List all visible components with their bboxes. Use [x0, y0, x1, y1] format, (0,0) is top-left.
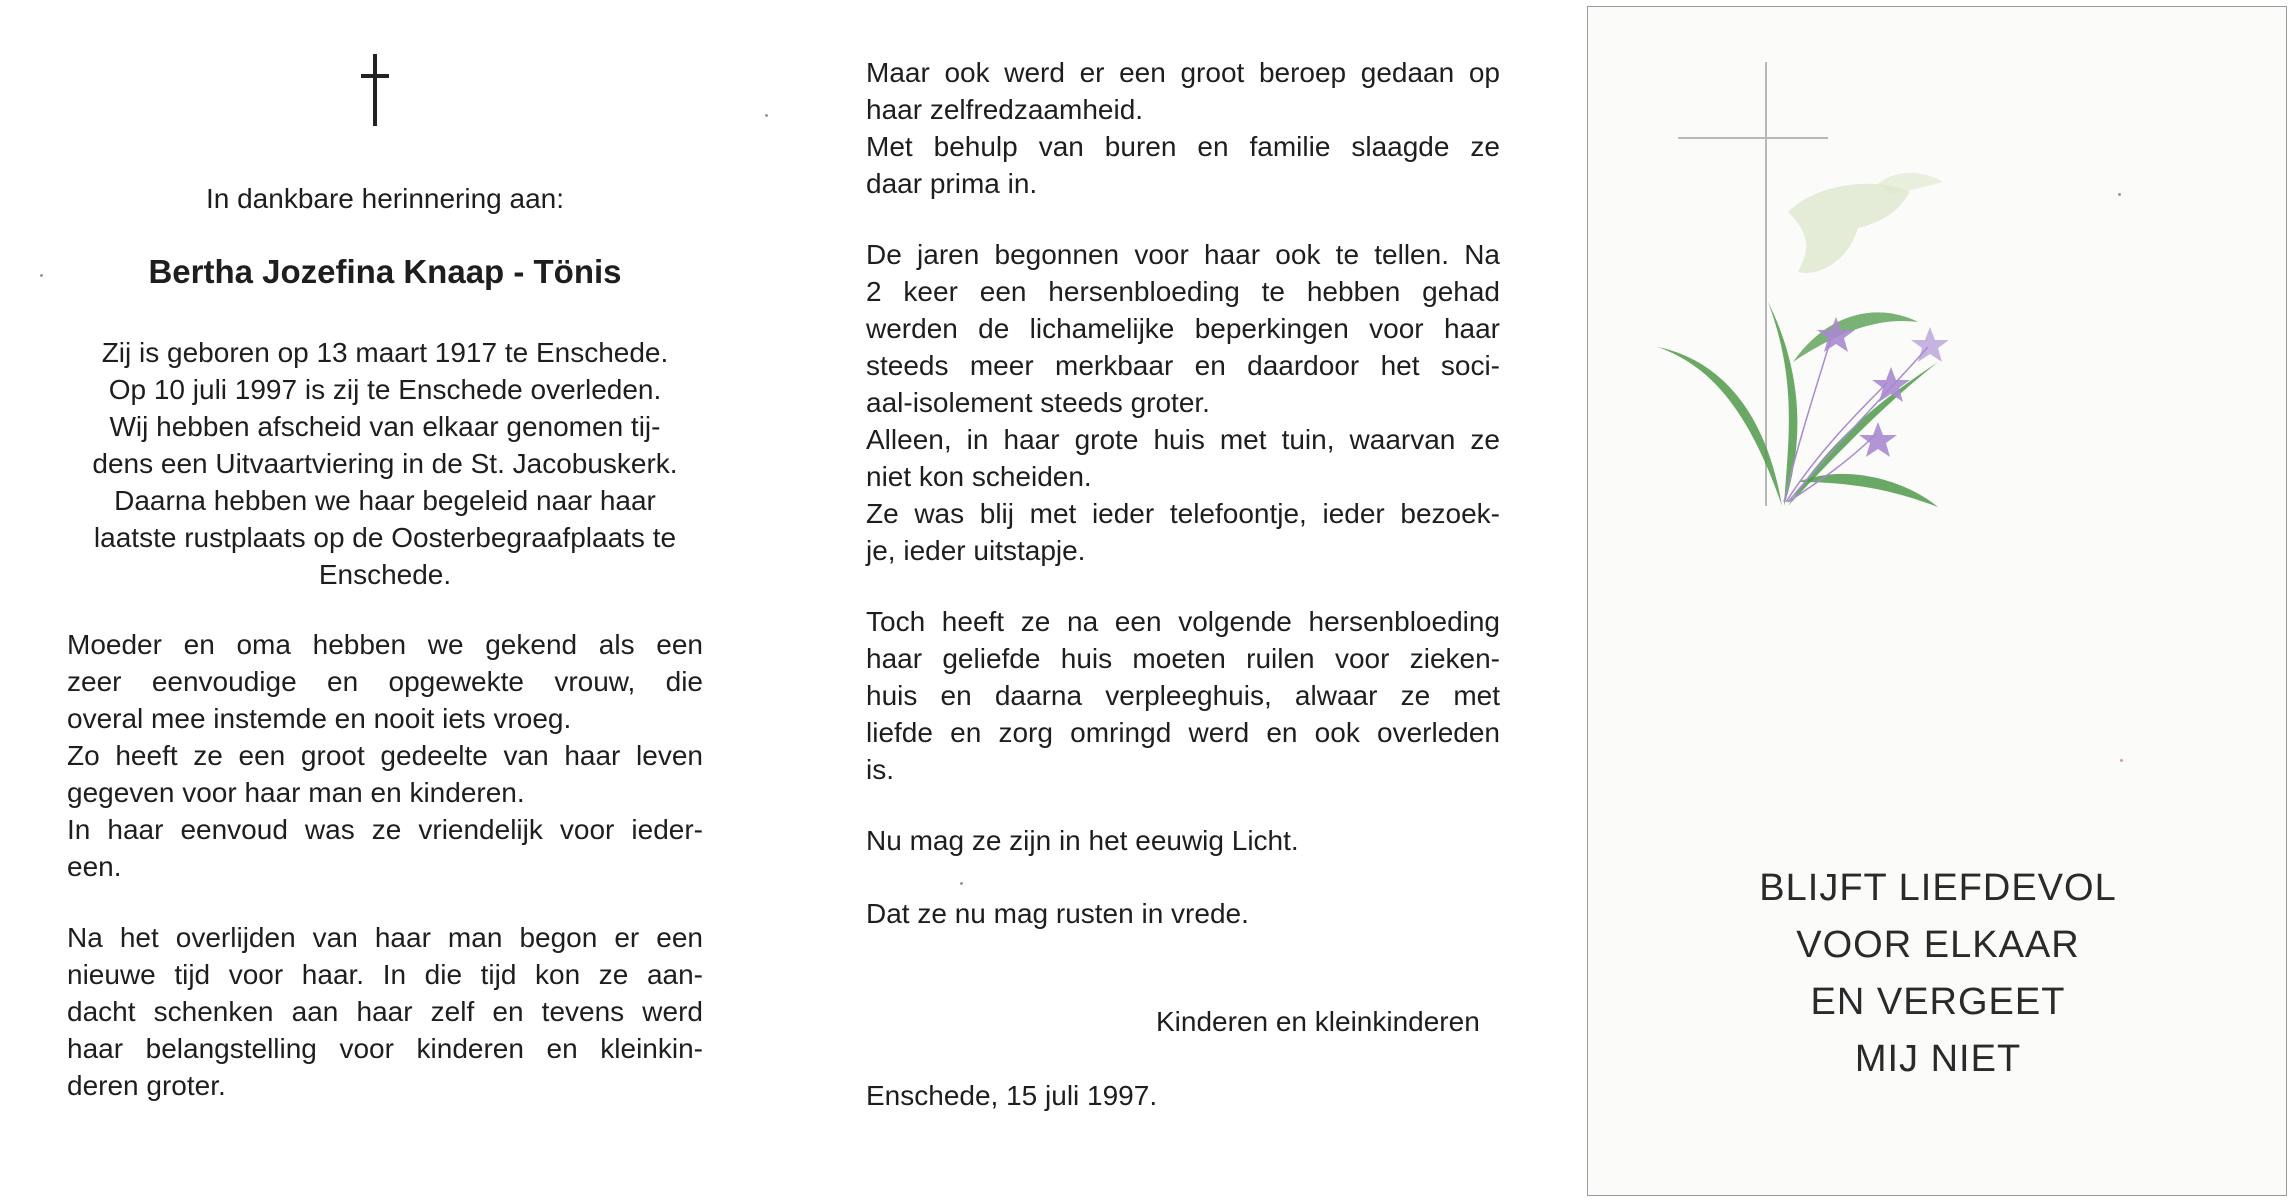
- paragraph-line: overal mee instemde en nooit iets vroeg.: [67, 703, 572, 734]
- birth-line: Zij is geboren op 13 maart 1917 te Enschede.: [101, 337, 669, 368]
- paragraph-line: haar geliefde huis moeten ruilen voor zieken-: [866, 643, 1500, 674]
- deceased-name: Bertha Jozefina Knaap - Tönis: [148, 253, 622, 290]
- paper-speck: [2118, 193, 2121, 196]
- paragraph-line: In haar eenvoud was ze vriendelijk voor ieder-: [67, 814, 703, 845]
- paragraph-line: 2 keer een hersenbloeding te hebben gehad: [866, 276, 1500, 307]
- paragraph-line: is.: [866, 754, 894, 785]
- paragraph-line: een.: [67, 851, 122, 882]
- place-date: Enschede, 15 juli 1997.: [866, 1080, 1158, 1111]
- motto-line: BLIJFT LIEFDEVOL: [1759, 867, 2117, 909]
- paragraph-line: deren groter.: [67, 1070, 226, 1101]
- card-front: [1587, 6, 2287, 1196]
- paper-speck: [765, 114, 768, 117]
- closing-line: Nu mag ze zijn in het eeuwig Licht.: [866, 825, 1299, 856]
- motto-line: VOOR ELKAAR: [1796, 924, 2080, 966]
- birth-line: Enschede.: [318, 559, 452, 590]
- floral-cross-illustration: [1648, 62, 1948, 522]
- paragraph-line: daar prima in.: [866, 168, 1038, 199]
- birth-line: dens een Uitvaartviering in de St. Jacobuskerk.: [92, 448, 678, 479]
- middle-panel: [770, 0, 1540, 1200]
- paragraph-line: je, ieder uitstapje.: [866, 535, 1086, 566]
- thin-cross-icon: [1678, 62, 1828, 506]
- paragraph-line: zeer eenvoudige en opgewekte vrouw, die: [67, 666, 703, 697]
- leaves-icon: [1658, 302, 1938, 507]
- paper-speck: [40, 274, 43, 277]
- motto-line: EN VERGEET: [1810, 981, 2066, 1023]
- paragraph-line: Alleen, in haar grote huis met tuin, waarvan ze: [866, 424, 1500, 455]
- intro-text: In dankbare herinnering aan:: [205, 183, 565, 214]
- paragraph-line: liefde en zorg omringd werd en ook overleden: [866, 717, 1500, 748]
- left-panel: [0, 0, 770, 1200]
- paragraph-line: huis en daarna verpleeghuis, alwaar ze met: [866, 680, 1500, 711]
- paragraph-line: haar zelfredzaamheid.: [866, 94, 1144, 125]
- closing-line: Dat ze nu mag rusten in vrede.: [866, 898, 1249, 929]
- motto-line: MIJ NIET: [1854, 1038, 2022, 1080]
- cross-icon: [360, 54, 390, 134]
- birth-line: Op 10 juli 1997 is zij te Enschede overleden.: [108, 374, 662, 405]
- dove-icon: [1788, 173, 1943, 273]
- paper-speck: [2120, 759, 2123, 762]
- birth-line: laatste rustplaats op de Oosterbegraafplaats te: [93, 522, 677, 553]
- paragraph-line: niet kon scheiden.: [866, 461, 1092, 492]
- paragraph-line: haar belangstelling voor kinderen en kleinkin-: [67, 1033, 703, 1064]
- paragraph-line: Na het overlijden van haar man begon er een: [67, 922, 703, 953]
- paragraph-line: steeds meer merkbaar en daardoor het soci-: [866, 350, 1500, 381]
- paragraph-line: Maar ook werd er een groot beroep gedaan op: [866, 57, 1500, 88]
- paper-speck: [960, 882, 963, 885]
- paragraph-line: Met behulp van buren en familie slaagde ze: [866, 131, 1500, 162]
- paragraph-line: Zo heeft ze een groot gedeelte van haar leven: [67, 740, 703, 771]
- birth-line: Wij hebben afscheid van elkaar genomen tij-: [109, 411, 661, 442]
- paragraph-line: Ze was blij met ieder telefoontje, ieder bezoek-: [866, 498, 1500, 529]
- paragraph-line: werden de lichamelijke beperkingen voor haar: [866, 313, 1500, 344]
- birth-line: Daarna hebben we haar begeleid naar haar: [114, 485, 656, 516]
- paragraph-line: Moeder en oma hebben we gekend als een: [67, 629, 703, 660]
- paragraph-line: nieuwe tijd voor haar. In die tijd kon ze aan-: [67, 959, 703, 990]
- paragraph-line: dacht schenken aan haar zelf en tevens werd: [67, 996, 703, 1027]
- paragraph-line: gegeven voor haar man en kinderen.: [67, 777, 525, 808]
- paragraph-line: De jaren begonnen voor haar ook te tellen. Na: [866, 239, 1500, 270]
- paragraph-line: aal-isolement steeds groter.: [866, 387, 1210, 418]
- paragraph-line: Toch heeft ze na een volgende hersenbloeding: [866, 606, 1500, 637]
- signature: Kinderen en kleinkinderen: [1156, 1006, 1480, 1037]
